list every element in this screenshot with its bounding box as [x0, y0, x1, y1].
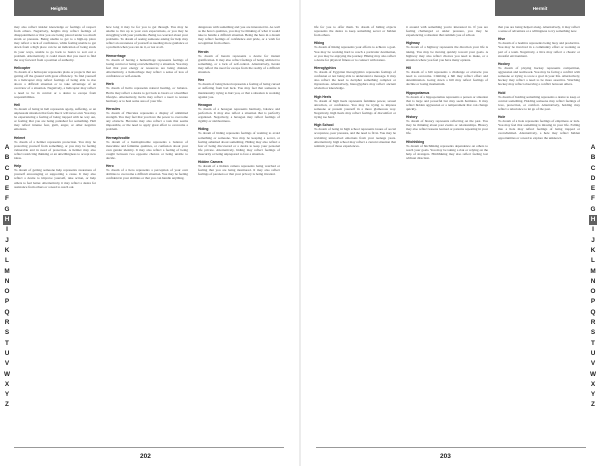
entry-title: Help [14, 164, 22, 169]
index-letter: T [5, 339, 9, 347]
dictionary-entry [498, 62, 580, 87]
entry-title: Hemorrhage [106, 53, 126, 58]
dictionary-entry [314, 123, 396, 148]
dictionary-entry [406, 140, 488, 160]
dictionary-entry [406, 66, 488, 86]
entry-body: To dream of a hexagon represents harmony, balance and perfection. It may also reflect a situation that is perfectly organized. Negatively, a hexagon may reflect feelings of rigidity or stubbornness. [198, 106, 280, 124]
index-letter: T [591, 339, 595, 347]
entry-body: that you are being helped along. Alternatively, it may reflect a sense of adventure or a willingness to try something new. [498, 25, 580, 34]
index-letter: G [4, 205, 10, 213]
dictionary-entry [406, 41, 488, 61]
entry-body: To dream of hiking represents your efforts to achieve a goal. You may be working hard to reach a particular destination, or you may be enjoying the journey. Hiking may also reflect a desire for physical fitness or to connect with nature. [314, 45, 396, 62]
dictionary-entry [106, 164, 188, 180]
entry-title: History [406, 115, 418, 120]
index-letter: D [4, 174, 10, 182]
index-letter: N [4, 277, 10, 285]
entry-body: it around with something you're interested in. If you are feeling challenged or under pressure, you may be experiencing a situation that reminds you of school. [406, 25, 488, 38]
right-page [300, 0, 600, 466]
footer-divider [14, 447, 284, 448]
dictionary-entry [198, 25, 280, 45]
dictionary-entry [14, 66, 96, 99]
index-letter: Y [4, 391, 10, 399]
index-letter: V [4, 360, 10, 368]
index-letter: W [3, 370, 11, 378]
entry-body: To dream of being in hell represents agony, suffering, or an unpleasant situation that feels like it will never end. You may be experiencing a feeling of being trapped with no way out, or feeling that you are being punished for something. Hell may reflect intense fear, guilt, anger, or other negative emotions. [14, 106, 96, 132]
entry-body: dangerous with something and you are interested in. As well as the hero's qualities, you may be thinking of what it would take to handle a difficult situation. Being the hero in a dream may reflect feelings of confidence and pride, or a wish for recognition from others. [198, 25, 280, 46]
entry-body: To dream of a highway represents the direction your life is taking. You may be moving quickly toward your goals. A highway may also reflect choices you need to make, or a situation where you feel you have many options. [406, 45, 488, 62]
entry-title: Herb [106, 82, 114, 87]
index-letter: M [590, 267, 596, 275]
dictionary-entry [198, 127, 280, 156]
entry-title: Hidden Camera [198, 160, 223, 165]
dictionary-entry [314, 66, 396, 91]
entry-title: Heroin [198, 49, 209, 54]
dictionary-entry [14, 136, 96, 161]
dictionary-entry [106, 82, 188, 102]
entry-title: Hive [498, 37, 506, 42]
index-letter: B [4, 154, 10, 162]
index-letter: F [591, 195, 595, 203]
index-letter: M [4, 267, 10, 275]
dictionary-entry [198, 78, 280, 98]
dictionary-entry [406, 91, 488, 111]
page-number: 202 [140, 453, 151, 460]
index-letter: U [4, 349, 10, 357]
index-letter: K [590, 246, 596, 254]
entry-title: High School [314, 123, 334, 128]
dictionary-entry [198, 103, 280, 123]
dictionary-entry [406, 25, 488, 37]
entry-body: To dream of a hill represents a challenge or obstacle you need to overcome. Climbing a hill may reflect effort and determination. Going down a hill may reflect feelings of decline or losing momentum. [406, 70, 488, 87]
entry-title: Hex [198, 78, 205, 83]
entry-body: To dream of a helicopter represents plans or projects that are getting off the ground with great efficiency. To find yourself in a helicopter may reflect feelings of being able to rise above a difficult situation or to take advantage of an overview of a situation. Negatively, a helicopter may reflect a need to be in control or a desire to escape from responsibilities. [14, 70, 96, 99]
dictionary-entry [106, 25, 188, 50]
letter-index [589, 143, 597, 411]
entry-body: To dream of a beehive represents being busy and productive. You may be involved in a community effort or working as part of a team. Negatively, a hive may reflect a chaotic or stressful environment. [498, 41, 580, 58]
entry-body: To dream of history represents reflecting on the past. You may be thinking about past events or relationships. History may also reflect lessons learned or patterns repeating in your life. [406, 119, 488, 136]
index-letter: E [4, 185, 10, 193]
entry-title: Helmet [14, 135, 26, 140]
entry-body: To dream of a hole represents feelings of emptiness or lack. You may feel that something is missing in your life. Falling into a hole may reflect feelings of being trapped or overwhelmed. Alternatively, a hole may reflect hidden opportunities or a need to explore the unknown. [498, 119, 580, 140]
entry-body: To dream of a hippopotamus represents a person or situation that is large and powerful but may seem harmless. It may reflect hidden aggression or a temperament that can change quickly. [406, 94, 488, 111]
entry-body: To dream of a hermaphrodite represents a balance of masculine and feminine qualities, or confusion about your own gender identity. It may also reflect a feeling of being caught between two opposite choices or being unable to decide. [106, 139, 188, 160]
entry-title: Hiding [198, 127, 209, 132]
entry-body: To dream of heroin represents a desire for instant gratification. It may also reflect feelings of being addicted to something, or a lack of self-control. Alternatively, heroin may reflect the need for escape from the reality of a difficult situation. [198, 53, 280, 75]
dictionary-entry [498, 37, 580, 57]
entry-title: Hell [14, 102, 21, 107]
index-letter: S [590, 329, 596, 337]
page-header-tab: Hermit [495, 0, 585, 16]
dictionary-entry [406, 115, 488, 135]
entry-body: To dream of herbs represents natural healing, or balance. Herbs may reflect a desire to get back to basics or a healthier lifestyle. Alternatively, herbs may reflect a need to restore harmony or to heal some area of your life. [106, 86, 188, 103]
text-column [198, 25, 280, 449]
entry-title: Hexagon [198, 102, 213, 107]
index-letter: P [590, 298, 596, 306]
entry-title: Highway [406, 41, 420, 46]
dictionary-entry [106, 54, 188, 79]
entry-body: To dream of having a hemorrhage represents feelings of losing control or being overwhelmed by a situation. You may feel that your energy or resources are being drained. Alternatively, a hemorrhage may reflect a sense of loss of confidence or self-esteem. [106, 57, 188, 79]
text-column [314, 25, 396, 449]
index-letter-active: H [589, 215, 597, 225]
dictionary-entry [314, 41, 396, 61]
dictionary-entry [106, 136, 188, 161]
index-letter: V [590, 360, 596, 368]
entry-body: may also reflect insider knowledge or feelings of respect from others. Negatively, heights may reflect feelings of disappointment or that you are being placed under too much strain or pressure. Being unable to get to a high-up place may reflect a lack of confidence, while feeling unable to get down from a high place can be an indication of being stuck in your ways, unable to go back to basics to sort out a problem. Alternatively, it could mean that you need to find the way forward from a position of authority. [14, 25, 96, 62]
page-header-tab: Heights [14, 0, 104, 16]
index-letter: Q [4, 308, 10, 316]
dictionary-entry [498, 91, 580, 111]
entry-title: Hitchhiking [406, 139, 425, 144]
entry-title: Hippopotamus [406, 90, 430, 95]
dictionary-entry [106, 107, 188, 132]
index-letter: X [4, 380, 10, 388]
index-letter: O [590, 288, 596, 296]
entry-title: Hercules [106, 106, 121, 111]
index-letter: G [590, 205, 596, 213]
index-letter: A [4, 144, 10, 151]
entry-body: To dream of a helmet represents protection. You may be protecting yourself from something, or you may be feeling vulnerable and in need of protection. A helmet may also reflect restricting thinking or an unwillingness to accept new ideas. [14, 139, 96, 160]
index-letter: R [4, 319, 10, 327]
dictionary-entry [498, 25, 580, 33]
entry-body: To dream of hiding represents feelings of wanting to avoid something or someone. You may be keeping a secret, or feeling ashamed about something. Hiding may also reflect a fear of being discovered or a desire to keep your personal life private. Alternatively, hiding may reflect feelings of insecurity or being unprepared to face a situation. [198, 131, 280, 156]
entry-title: Hole [498, 115, 506, 120]
entry-title: Hermaphrodite [106, 135, 130, 140]
entry-body: To dream of playing hockey represents competition, aggression and teamwork. You may be facing a conflict with someone or trying to score a goal in your life. Alternatively, hockey may reflect a need to be more assertive. Watching hockey may reflect observing a conflict between others. [498, 65, 580, 87]
index-letter: J [5, 236, 9, 244]
entry-body: To dream of a hero represents a perception of your own abilities to overcome a difficult situation. You may be feeling confident in your abilities or that you can handle anything. [106, 168, 188, 181]
index-letter: A [590, 144, 596, 151]
entry-body: To dream of being in high school represents issues of social acceptance, peer pressure, and the need to fit in. You may be revisiting unresolved emotions from your teenage years. Alternatively, high school may reflect a current situation that reminds you of those experiences. [314, 127, 396, 148]
index-letter: X [590, 380, 596, 388]
dictionary-entry [314, 25, 396, 37]
text-column [106, 25, 188, 449]
dictionary-entry [14, 25, 96, 62]
page-number: 203 [440, 453, 451, 460]
index-letter: L [5, 257, 9, 265]
index-letter: K [4, 246, 10, 254]
entry-title: Hiking [314, 41, 325, 46]
index-letter: F [5, 195, 9, 203]
entry-body: To dream of hitchhiking represents dependence on others to reach your goals. You may be taking a risk or relying on the help of strangers. Hitchhiking may also reflect feeling lost without direction. [406, 143, 488, 160]
footer-divider [316, 447, 586, 448]
entry-body: To dream of holding something represents a desire to keep or control something. Holding someone may reflect feelings of love, protection, or comfort. Alternatively, holding may reflect a reluctance to let go of the past. [498, 94, 580, 111]
index-letter: P [4, 298, 10, 306]
index-letter: I [592, 226, 594, 234]
dictionary-entry [14, 164, 96, 189]
index-letter: Z [591, 401, 595, 409]
entry-body: To dream of Egyptian hieroglyphics represents feelings of confusion or not being able to understand a message. It may also reflect the need to decipher something complex or mysterious. Alternatively, hieroglyphics may reflect ancient wisdom or knowledge. [314, 70, 396, 91]
dictionary-entry [14, 103, 96, 132]
entry-title: High Heels [314, 94, 332, 99]
text-column [498, 25, 580, 449]
index-letter: D [590, 174, 596, 182]
index-letter: C [4, 164, 10, 172]
entry-body: life for you to offer them. To dream of hiding objects represents the desire to keep something secret or hidden from others. [314, 25, 396, 38]
index-letter: O [4, 288, 10, 296]
index-letter: Z [5, 401, 9, 409]
index-letter: L [591, 257, 595, 265]
entry-title: Hold [498, 90, 506, 95]
entry-title: Hockey [498, 61, 510, 66]
entry-body: To dream of being hexed represents a feeling of being cursed or suffering from bad luck. You may feel that someone is intentionally trying to hurt you, or that a situation is working against you. [198, 82, 280, 99]
entry-body: To dream of Hercules represents a display of unlimited strength. You may feel that you have the power to overcome any obstacle. Hercules may also reflect a task that seems impossible, or the need to apply great effort to overcome a problem. [106, 110, 188, 132]
dictionary-entry [198, 160, 280, 176]
entry-title: Hieroglyphics [314, 65, 337, 70]
entry-body: To dream of getting someone help represents awareness of yourself encouraging or supporting a cause. It may also reflect a desire to improve yourself, take action, or help others to feel better. Alternatively, it may reflect a desire for assistance from others or a need to reach out. [14, 168, 96, 189]
index-letter: Y [590, 391, 596, 399]
dictionary-entry [198, 50, 280, 75]
index-letter: C [590, 164, 596, 172]
entry-title: Hero [106, 164, 114, 169]
entry-body: To dream of a hidden camera represents being watched or feeling that you are being monitored. It may also reflect feelings of paranoia or that your privacy is being invaded. [198, 164, 280, 177]
letter-index [3, 143, 11, 411]
index-letter: S [4, 329, 10, 337]
index-letter-active: H [3, 215, 11, 225]
index-letter: U [590, 349, 596, 357]
index-letter: N [590, 277, 596, 285]
index-letter: B [590, 154, 596, 162]
entry-body: how long it may be for you to get through. You may be unable to live up to your own expectations, or you may be struggling with your problems. Being too worried about your problems. To dream of seeing someone asking for help may reflect an awareness of yourself as needing more guidance or a problem when you can do it, or not at all. [106, 25, 188, 50]
entry-title: Hill [406, 65, 412, 70]
index-letter: Q [590, 308, 596, 316]
index-letter: E [590, 185, 596, 193]
dictionary-entry [314, 95, 396, 120]
index-letter: R [590, 319, 596, 327]
dictionary-entry [498, 115, 580, 140]
text-column [406, 25, 488, 449]
index-letter: W [589, 370, 597, 378]
index-letter: J [591, 236, 595, 244]
entry-title: Helicopter [14, 65, 31, 70]
entry-body: To dream of high heels represents feminine power, sexual attraction, or confidence. You may be trying to impress someone or present yourself in a more glamorous way. Negatively, high heels may reflect feelings of discomfort or trying too hard. [314, 98, 396, 120]
index-letter: I [6, 226, 8, 234]
text-column [14, 25, 96, 449]
